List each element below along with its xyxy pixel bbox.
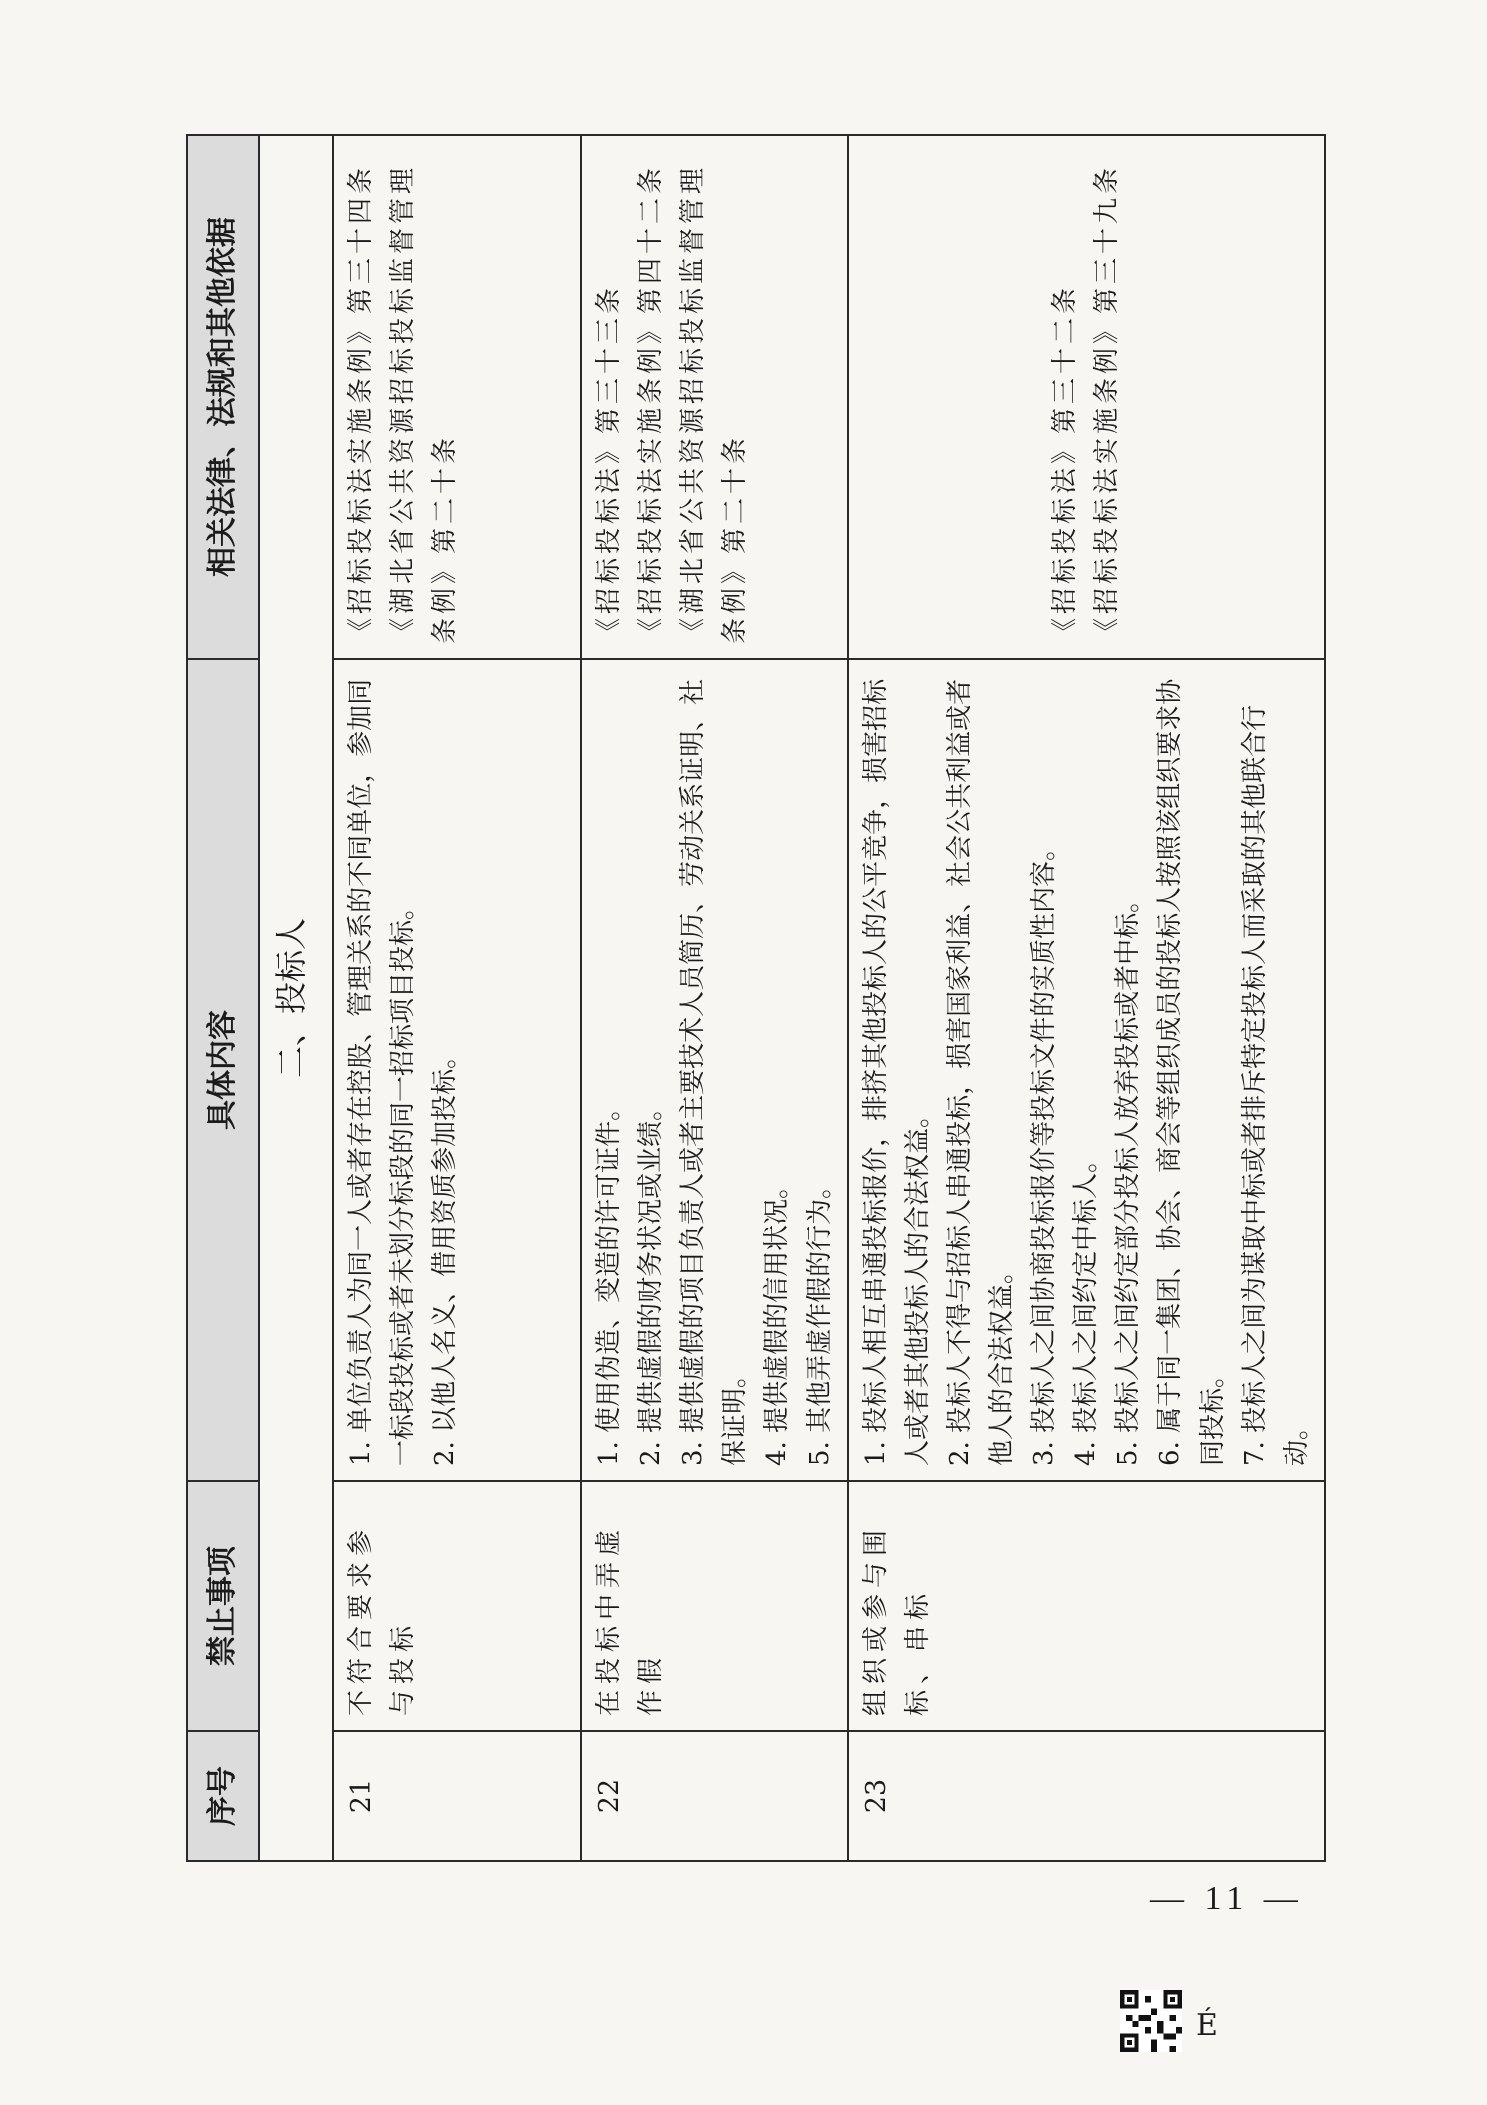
basis-cell: [333, 135, 581, 659]
table-header-row: [187, 135, 259, 1861]
content-line: 3. 提供虚假的项目负责人或者主要技术人员简历、劳动关系证明、社保证明。: [678, 678, 751, 1466]
basis-line: 《招标投标法》第三十二条: [1050, 283, 1081, 644]
basis-line: 《招标投标法实施条例》第三十四条: [346, 163, 376, 644]
basis-line: 《湖北省公共资源招标投标监督管理条例》第二十条: [388, 163, 461, 644]
header-legal-basis: 相关法律、法规和其他依据: [187, 135, 259, 659]
section-row: [259, 135, 333, 1861]
content-line: 3. 投标人之间协商投标报价等投标文件的实质性内容。: [1029, 834, 1060, 1466]
content-cell: [333, 659, 581, 1481]
content-line: 1. 使用伪造、变造的许可证件。: [594, 1094, 624, 1466]
content-line: 4. 提供虚假的信用状况。: [762, 1172, 793, 1466]
regulation-table: [186, 134, 1326, 1862]
basis-cell: [848, 135, 1325, 659]
qr-code-icon: [1120, 1990, 1182, 2052]
content-line: 2. 提供虚假的财务状况或业绩。: [636, 1094, 667, 1466]
prohibited-item: 在投标中弄虚作假: [581, 1481, 848, 1731]
rotated-table-container: [186, 136, 1312, 1862]
table-row: [333, 135, 581, 1861]
basis-cell: [581, 135, 848, 659]
content-line: 5. 投标人之间约定部分投标人放弃投标或者中标。: [1113, 886, 1144, 1466]
content-line: 7. 投标人之间为谋取中标或者排斥特定投标人而采取的其他联合行动。: [1239, 704, 1312, 1466]
basis-line: 《招标投标法实施条例》第三十九条: [1092, 163, 1123, 644]
content-line: 4. 投标人之间约定中标人。: [1071, 1146, 1102, 1466]
prohibited-item: 不符合要求参与投标: [333, 1481, 581, 1731]
content-line: 1. 单位负责人为同一人或者存在控股、管理关系的不同单位，参加同一标段投标或者未划分标段的同一招标项目投标。: [346, 678, 419, 1466]
content-line: 2. 投标人不得与招标人串通投标，损害国家利益、社会公共利益或者他人的合法权益。: [944, 678, 1017, 1466]
basis-line: 《招标投标法实施条例》第四十二条: [636, 163, 667, 644]
section-title: 二、投标人: [259, 135, 333, 1861]
basis-line: 《湖北省公共资源招标投标监督管理条例》第二十条: [678, 163, 751, 644]
content-line: 6. 属于同一集团、协会、商会等组织成员的投标人按照该组织要求协同投标。: [1155, 678, 1228, 1466]
content-line: 5. 其他弄虚作假的行为。: [804, 1172, 835, 1466]
header-content: 具体内容: [187, 659, 259, 1481]
content-cell: [581, 659, 848, 1481]
content-line: 2. 以他人名义、借用资质参加投标。: [430, 1042, 461, 1466]
table-row: [848, 135, 1325, 1861]
basis-line: 《招标投标法》第三十三条: [594, 283, 624, 644]
header-number: 序号: [187, 1731, 259, 1861]
page-number: — 11 —: [1150, 1880, 1304, 1917]
stamp-letter: É: [1196, 2008, 1218, 2043]
prohibited-item: 组织或参与围标、串标: [848, 1481, 1325, 1731]
header-prohibited-item: 禁止事项: [187, 1481, 259, 1731]
table-row: [581, 135, 848, 1861]
content-line: 1. 投标人相互串通投标报价，排挤其他投标人的公平竞争，损害招标人或者其他投标人的合法权益。: [860, 678, 933, 1466]
row-number: 23: [848, 1731, 1325, 1861]
content-cell: [848, 659, 1325, 1481]
row-number: 21: [333, 1731, 581, 1861]
row-number: 22: [581, 1731, 848, 1861]
